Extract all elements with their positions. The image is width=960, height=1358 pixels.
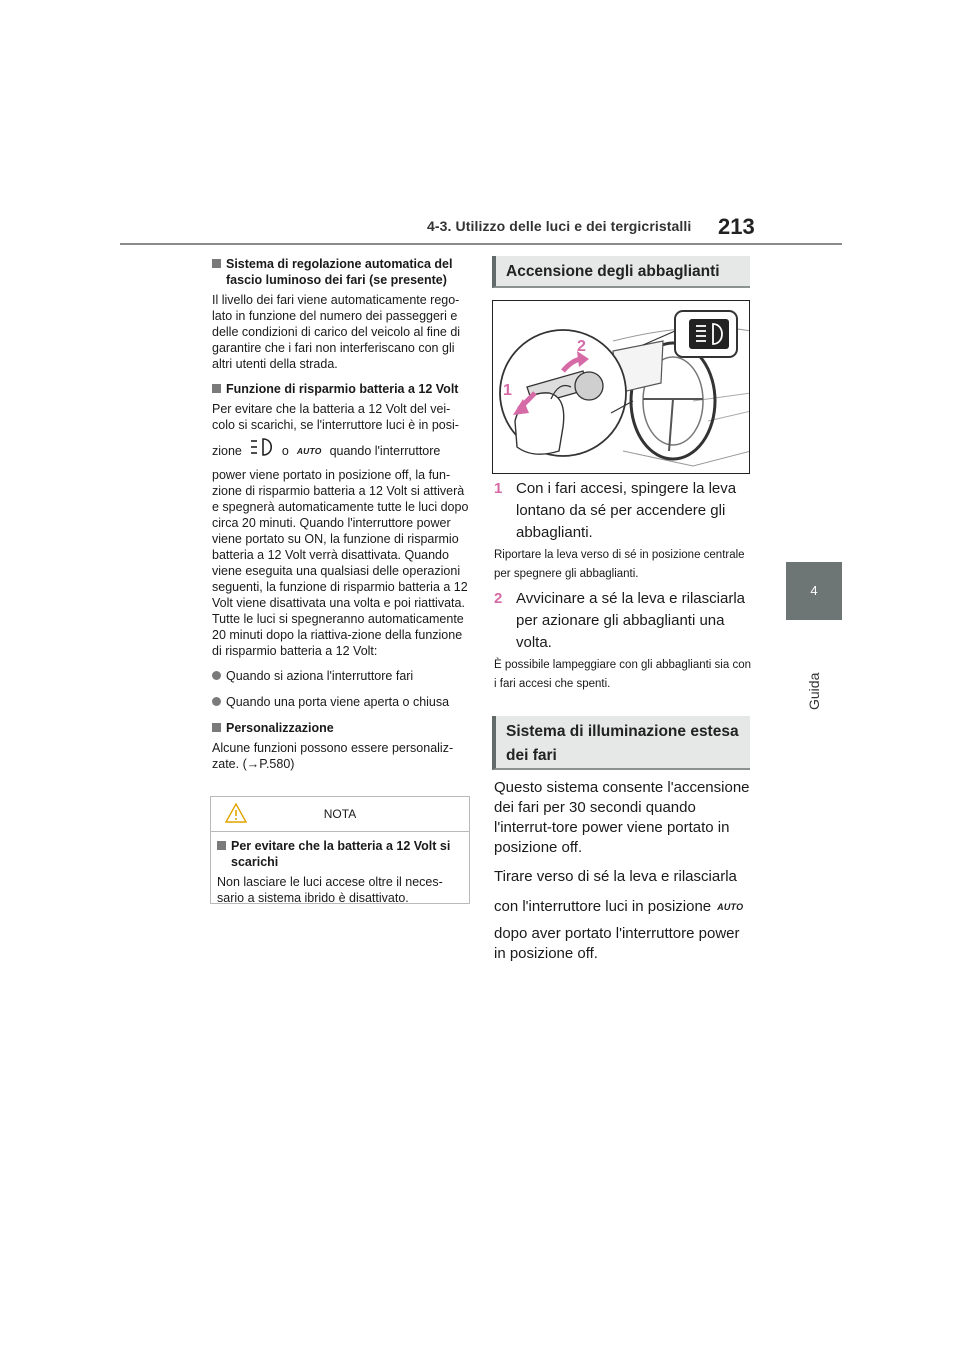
step-2-text: Avvicinare a sé la leva e rilasciarla per azionare gli abbaglianti una volta. [516,590,745,651]
step-2-number: 2 [494,590,503,607]
notice-text: Non lasciare le luci accese oltre il neces-sario a sistema ibrido è disattivato. [217,875,443,905]
figure-label-1: 1 [503,382,512,399]
heading-auto-leveling: Sistema di regolazione automatica del fascio luminoso dei fari (se presente) [212,256,472,288]
bullet-door-open: Quando una porta viene aperta o chiusa [212,694,472,710]
chapter-title: 4-3. Utilizzo delle luci e dei tergicristalli [427,218,692,234]
auto-icon: AUTO [296,445,322,456]
section-high-beams: Accensione degli abbaglianti [492,256,750,288]
extended-lighting-line-2 [494,892,752,922]
step-2 [494,588,750,654]
step-1-number: 1 [494,480,503,497]
chapter-tab-label: Guida [806,672,822,710]
notice-title: NOTA [323,807,357,821]
paragraph-battery-saver-intro: Per evitare che la batteria a 12 Volt del vei-colo si scarichi, se l'interruttore luci è in posi- [212,402,459,432]
extended-lighting-line-2-text: con l'interruttore luci in posizione [494,898,712,915]
text-zione: zione [212,443,242,458]
battery-saver-switch-row [212,437,472,464]
step-1 [494,478,750,544]
paragraph-auto-leveling: Il livello dei fari viene automaticamente rego-lato in funzione del numero dei passeggeri e delle condizioni di carico del veicolo al fine di garantire che i fari non interferiscano con gli altri utenti della strada. [212,293,461,371]
notice-box [210,796,470,904]
illustration-headlight-lever [492,300,750,474]
extended-lighting-line-1: Tirare verso di sé la leva e rilasciarla [494,868,737,885]
extended-lighting-line-3: dopo aver portato l'interruttore power in posizione off. [494,925,740,962]
warning-triangle-icon [225,803,247,826]
heading-customization: Personalizzazione [212,720,472,736]
extended-lighting-paragraph: Questo sistema consente l'accensione dei fari per 30 secondi quando l'interrut-tore power viene portato in posizione off. [494,779,750,856]
paragraph-customization: Alcune funzioni possono essere personaliz-zate. (→P.580) [212,741,454,771]
auto-icon-right: AUTO [717,902,744,912]
page-number: 213 [718,214,755,239]
step-1-text: Con i fari accesi, spingere la leva lontano da sé per accendere gli abbaglianti. [516,480,737,541]
header-divider [120,243,842,245]
chapter-tab[interactable]: 4 [786,562,842,620]
figure-label-2: 2 [577,338,586,355]
left-column [212,256,472,781]
section-extended-lighting: Sistema di illuminazione estesa dei fari [492,716,750,770]
step-2-note: È possibile lampeggiare con gli abbaglianti sia con i fari accesi che spenti. [494,659,751,690]
paragraph-battery-saver-body: power viene portato in posizione off, la fun-zione di risparmio batteria a 12 Volt si attiverà e spegnerà automaticamente tutte le luci dopo circa 20 minuti. Quando l'interruttore power viene portato su ON, la funzione di risparmio batteria a 12 Volt verrà disattivata. Quando viene eseguita una qualsiasi delle operazioni seguenti, la funzione di risparmio batteria a 12 Volt viene disattivata una volta e poi riattivata. Tutte le luci si spegneranno automaticamente 20 minuti dopo la riattiva-zione della funzione di risparmio batteria a 12 Volt: [212,468,469,658]
notice-heading: Per evitare che la batteria a 12 Volt si scarichi [217,838,463,870]
text-o: o [281,443,289,458]
bullet-light-switch: Quando si aziona l'interruttore fari [212,668,472,684]
step-1-note: Riportare la leva verso di sé in posizione centrale per spegnere gli abbaglianti. [494,549,745,580]
heading-battery-saver: Funzione di risparmio batteria a 12 Volt [212,381,472,397]
headlight-tail-icon [250,437,274,464]
extended-lighting-body [494,778,752,968]
text-quando: quando l'interruttore [329,443,441,458]
notice-header [211,797,469,831]
